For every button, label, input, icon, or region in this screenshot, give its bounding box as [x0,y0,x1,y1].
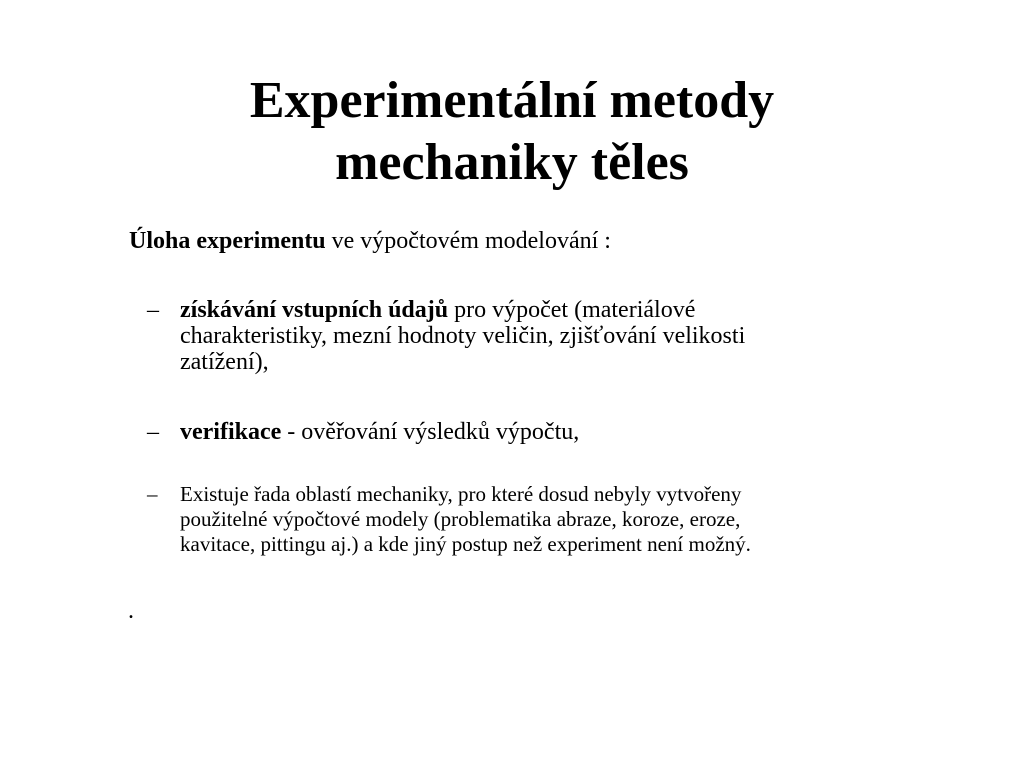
bullet-line: zatížení), [180,349,269,375]
bullet-line: charakteristiky, mezní hodnoty veličin, zjišťování velikosti [180,323,746,349]
slide-title-line-1: Experimentální metody [249,72,775,129]
slide-title-line-2: mechaniky těles [335,134,689,191]
bullet-line-text: - ověřování výsledků výpočtu, [281,419,580,445]
bullet-text [180,419,880,445]
bullet-line [180,297,880,323]
slide-title [0,70,1024,194]
bullet-marker: – [147,419,159,445]
bullet-text [180,297,880,375]
bullet-line: Existuje řada oblastí mechaniky, pro které dosud nebyly vytvořeny [180,482,742,506]
intro-paragraph [129,226,611,256]
bullet-line [180,419,880,445]
bullet-marker: – [147,297,159,323]
intro-text: ve výpočtovém modelování : [325,228,611,254]
bullet-line: použitelné výpočtové modely (problematika abraze, koroze, eroze, [180,507,741,531]
trailing-dot: . [128,598,134,624]
bullet-line: kavitace, pittingu aj.) a kde jiný postup než experiment není možný. [180,532,751,556]
bullet-line-text: pro výpočet (materiálové [448,297,696,323]
intro-bold-text: Úloha experimentu [129,228,326,254]
bullet-bold-text: získávání vstupních údajů [180,297,449,323]
bullet-bold-text: verifikace [180,419,282,445]
bullet-text [180,482,880,557]
bullet-marker: – [147,482,158,506]
